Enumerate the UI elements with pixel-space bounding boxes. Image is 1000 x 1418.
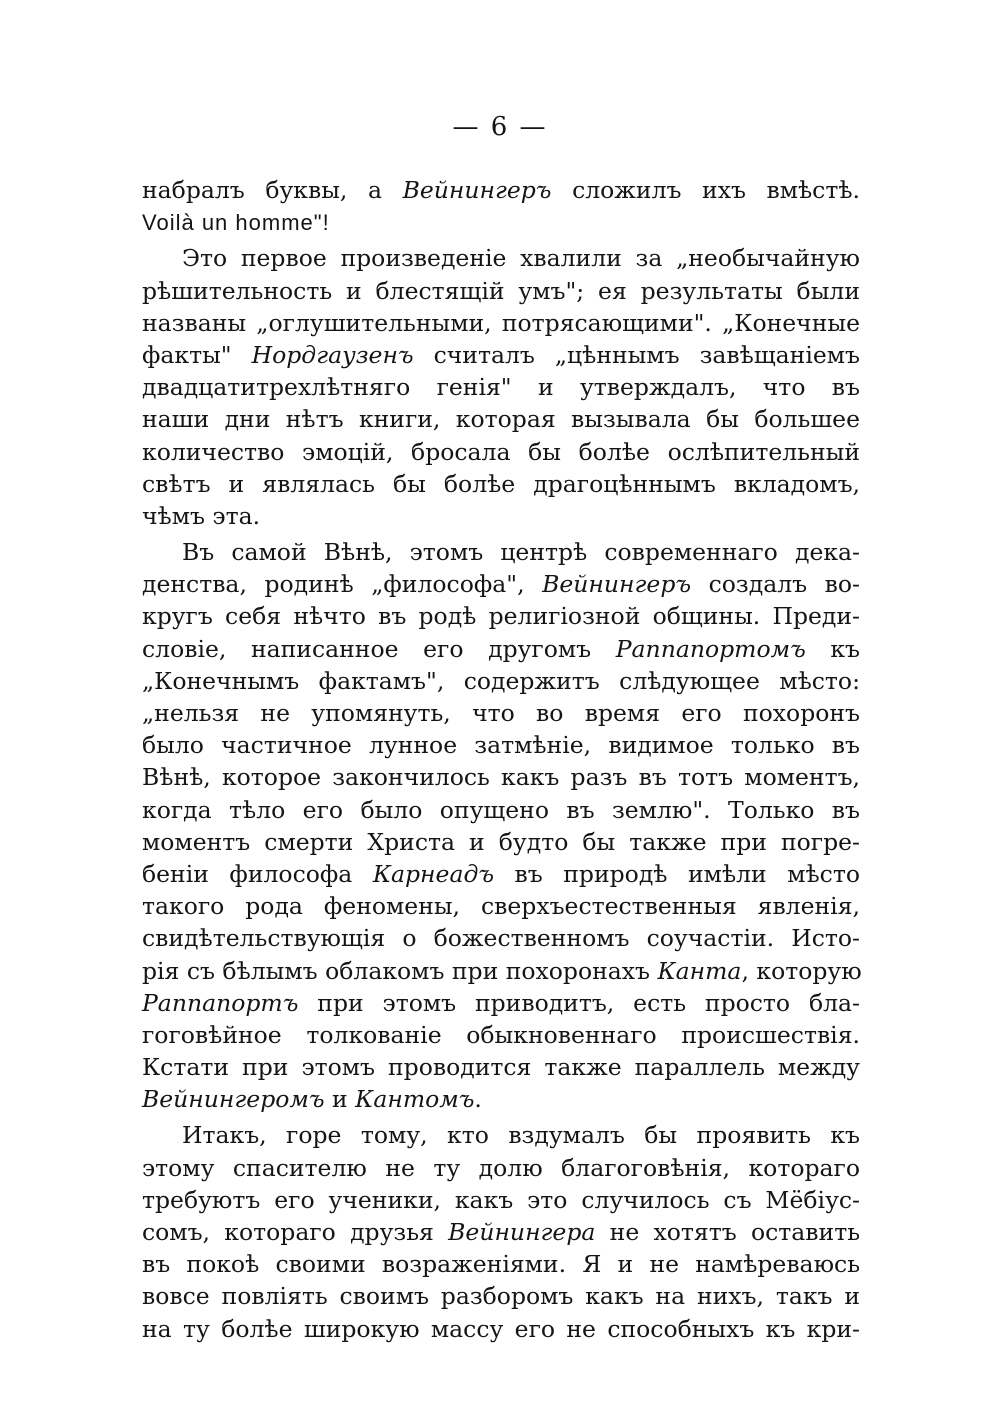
text-line: наши дни нѣтъ книги, которая вызывала бы большее [142,405,860,434]
text-line: факты" Нордгаузенъ считалъ „цѣннымъ завѣщанiемъ [142,340,860,369]
text-line: кругъ себя нѣчто въ родѣ религiозной общины. Преди- [142,602,860,631]
text-line: двадцатитрехлѣтняго генiя" и утверждалъ, что въ [142,373,860,402]
text-line: Итакъ, горе тому, кто вздумалъ бы проявить къ [182,1121,860,1150]
text-line: свѣтъ и являлась бы болѣе драгоцѣннымъ вкладомъ, [142,469,860,498]
text-line: количество эмоцiй, бросала бы болѣе ослѣпительный [142,437,860,466]
text-line: Вейнингеромъ и Кантомъ. [142,1085,482,1114]
author-name: Вейнингеромъ [142,1085,325,1114]
text-line: словiе, написанное его другомъ Раппапортомъ къ [142,634,860,663]
text-line: Кстати при этомъ проводится также параллель между [142,1053,860,1082]
text-line: свидѣтельствующiя о божественномъ соучастiи. Исто- [142,924,860,953]
text-line: было частичное лунное затмѣнiе, видимое только въ [142,731,860,760]
text-line: вовсе повлiять своимъ разборомъ какъ на нихъ, такъ и [142,1282,860,1311]
text-line: Раппапортъ при этомъ приводитъ, есть просто бла- [142,988,860,1017]
text-line: сомъ, котораго друзья Вейнингера не хотятъ оставить [142,1218,860,1246]
text-line: „Конечнымъ фактамъ", содержитъ слѣдующее мѣсто: [142,666,860,695]
page-number: — 6 — [452,112,548,142]
author-name: Карнеадъ [372,859,495,888]
text-line: Въ самой Вѣнѣ, этомъ центрѣ современнаго дека- [182,538,860,567]
author-name: Канта [657,956,742,985]
text-line: рiя съ бѣлымъ облакомъ при похоронахъ Канта, которую [142,956,862,985]
text-line [142,206,860,238]
text-line: такого рода феномены, сверхъестественныя явленiя, [142,892,860,921]
author-name: Раппапортомъ [615,634,806,663]
author-name: Нордгаузенъ [251,340,414,369]
french-phrase: Voilà un homme"! [142,210,330,236]
text-line: въ покоѣ своими возраженiями. Я и не намѣреваюсь [142,1250,860,1279]
author-name: Кантомъ [355,1085,475,1114]
text-line: гоговѣйное толкованiе обыкновеннаго происшествiя. [142,1020,860,1049]
text-line: этому спасителю не ту долю благоговѣнiя, котораго [142,1153,860,1182]
text-line: на ту болѣе широкую массу его не способныхъ къ кри- [142,1314,860,1343]
text-line: названы „оглушительными, потрясающими". „Конечные [142,308,860,337]
text-line: Это первое произведенiе хвалили за „необычайную [182,244,860,273]
author-name: Вейнингеръ [402,176,552,204]
text-line: набралъ буквы, а Вейнингеръ сложилъ ихъ вмѣстѣ. [142,176,860,204]
text-line: „нельзя не упомянуть, что во время его похоронъ [142,699,860,727]
text-line: чѣмъ эта. [142,501,261,530]
text-line: требуютъ его ученики, какъ это случилось съ Мёбiус- [142,1185,860,1214]
text-line: когда тѣло его было опущено въ землю". Только въ [142,795,860,824]
text-line: моментъ смерти Христа и будто бы также при погре- [142,827,860,856]
author-name: Вейнингеръ [542,570,692,599]
text-line: денства, родинѣ „философа", Вейнингеръ создалъ во- [142,570,861,599]
body-text [142,174,860,1345]
text-line: Вѣнѣ, которое закончилось какъ разъ въ тотъ моментъ, [142,763,860,792]
text-line: бенiи философа Карнеадъ въ природѣ имѣли мѣсто [142,859,860,888]
text-line: рѣшительность и блестящiй умъ"; ея результаты были [142,276,860,305]
author-name: Вейнингера [448,1218,596,1246]
author-name: Раппапортъ [142,988,299,1017]
